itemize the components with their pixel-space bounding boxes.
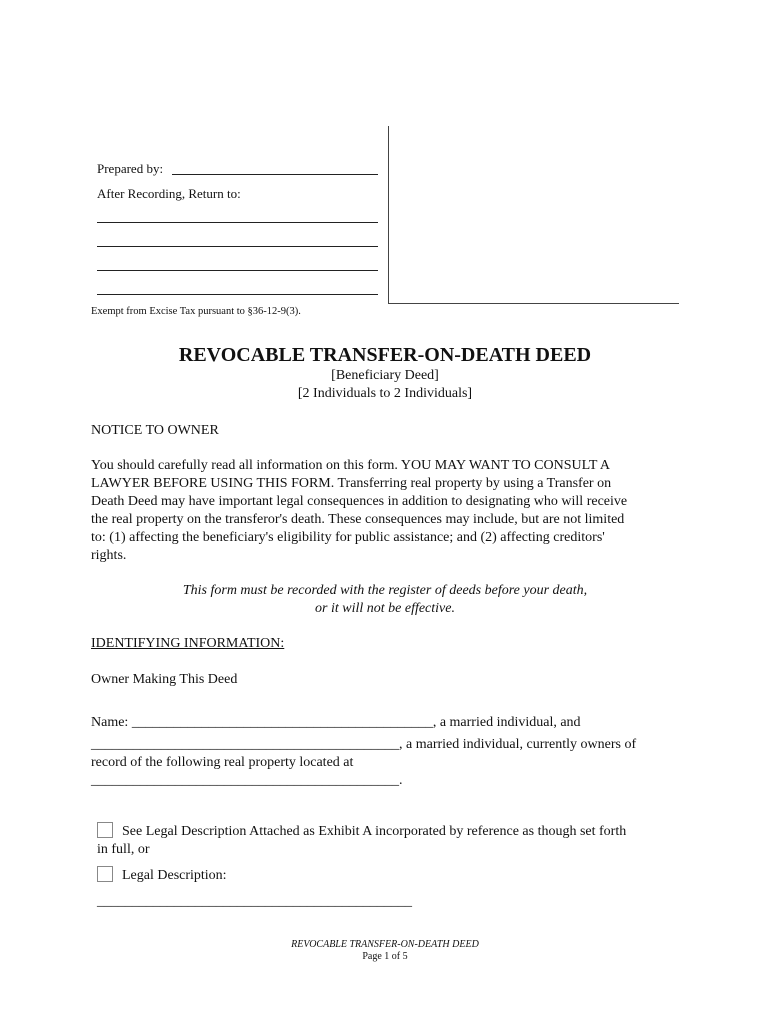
after-recording-label: After Recording, Return to: bbox=[97, 186, 241, 201]
prepared-by-line[interactable] bbox=[172, 174, 378, 175]
notice-line: to: (1) affecting the beneficiary's eligibility for public assistance; and (2) affecting creditors' bbox=[91, 530, 605, 545]
notice-paragraph bbox=[91, 457, 691, 565]
name-line-2[interactable]: ____________________________________________, a married individual, currently owners of bbox=[91, 737, 637, 752]
prepared-by-label: Prepared by: bbox=[97, 161, 164, 176]
return-address-line-2[interactable] bbox=[97, 246, 378, 247]
recording-box-bottom-border bbox=[388, 303, 679, 304]
identifying-heading: IDENTIFYING INFORMATION: bbox=[91, 636, 285, 651]
recording-warning-line-1: This form must be recorded with the register of deeds before your death, bbox=[182, 583, 588, 598]
name-line-1[interactable]: Name: ___________________________________________, a married individual, and bbox=[91, 715, 581, 730]
location-line[interactable]: ____________________________________________. bbox=[91, 773, 403, 788]
owner-label: Owner Making This Deed bbox=[91, 672, 238, 687]
exhibit-a-label-line-1: See Legal Description Attached as Exhibit A incorporated by reference as though set forth bbox=[122, 824, 627, 839]
exhibit-a-checkbox[interactable] bbox=[97, 822, 113, 838]
legal-description-line[interactable]: _____________________________________________ bbox=[97, 894, 412, 909]
legal-description-label: Legal Description: bbox=[122, 868, 227, 883]
notice-line: You should carefully read all information on this form. YOU MAY WANT TO CONSULT A bbox=[91, 458, 611, 473]
return-address-line-3[interactable] bbox=[97, 270, 378, 271]
name-line-3: record of the following real property located at bbox=[91, 755, 354, 770]
exhibit-a-label-line-2: in full, or bbox=[97, 842, 150, 857]
recording-warning-line-2: or it will not be effective. bbox=[315, 601, 455, 616]
return-address-line-1[interactable] bbox=[97, 222, 378, 223]
notice-line: rights. bbox=[91, 548, 127, 563]
legal-description-checkbox[interactable] bbox=[97, 866, 113, 882]
exempt-note: Exempt from Excise Tax pursuant to §36-12-9(3). bbox=[91, 306, 301, 317]
footer-title: REVOCABLE TRANSFER-ON-DEATH DEED bbox=[291, 939, 479, 950]
deed-subtitle-1: [Beneficiary Deed] bbox=[331, 368, 439, 383]
return-address-line-4[interactable] bbox=[97, 294, 378, 295]
notice-line: the real property on the transferor's death. These consequences may include, but are not limited bbox=[91, 512, 625, 527]
notice-heading: NOTICE TO OWNER bbox=[91, 423, 219, 438]
notice-line: Death Deed may have important legal consequences in addition to designating who will receive bbox=[91, 494, 628, 509]
notice-line: LAWYER BEFORE USING THIS FORM. Transferring real property by using a Transfer on bbox=[91, 476, 612, 491]
deed-subtitle-2: [2 Individuals to 2 Individuals] bbox=[297, 386, 473, 401]
recording-box-left-border bbox=[388, 126, 389, 304]
page-number: Page 1 of 5 bbox=[362, 951, 408, 962]
deed-title: REVOCABLE TRANSFER-ON-DEATH DEED bbox=[178, 344, 592, 366]
